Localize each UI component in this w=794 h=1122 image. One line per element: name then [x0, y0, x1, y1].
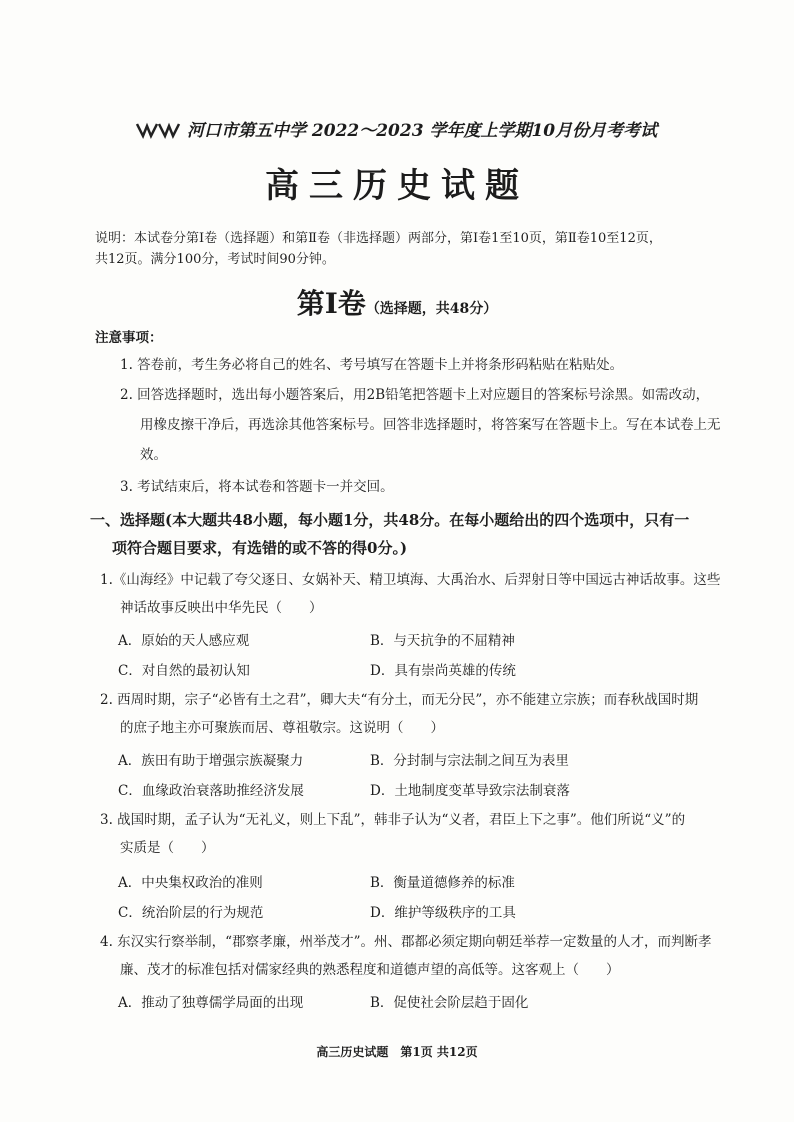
page-title: 高三历史试题: [265, 166, 529, 206]
question-1-option-d: D．具有崇尚英雄的传统: [370, 663, 516, 679]
question-4-option-a: A．推动了独尊儒学局面的出现: [118, 995, 304, 1011]
instructions-line-2: 共12页。满分100分，考试时间90分钟。: [95, 252, 335, 267]
note-item-2-line-1: 2. 回答选择题时，选出每小题答案后，用2B铅笔把答题卡上对应题目的答案标号涂黑。如需改动，: [120, 387, 710, 403]
question-2-line-2: 的庶子地主亦可聚族而居、尊祖敬宗。这说明（ ）: [120, 720, 444, 736]
question-1-options: [118, 624, 678, 684]
question-2-option-d: D．土地制度变革导致宗法制衰落: [370, 783, 570, 799]
question-1-option-c: C．对自然的最初认知: [118, 663, 250, 679]
question-1-stem: [100, 566, 732, 622]
question-3-option-c: C．统治阶层的行为规范: [118, 905, 264, 921]
instructions-line-1: 说明：本试卷分第Ⅰ卷（选择题）和第Ⅱ卷（非选择题）两部分，第Ⅰ卷1至10页，第Ⅱ卷10至12页，: [95, 231, 662, 246]
question-2-option-b: B．分封制与宗法制之间互为表里: [370, 753, 569, 769]
question-4-line-2: 廉、茂才的标准包括对儒家经典的熟悉程度和道德声望的高低等。这客观上（ ）: [120, 962, 620, 978]
question-2-options: [118, 744, 678, 804]
note-item-2-line-3: 效。: [140, 447, 167, 463]
part-one-heading: [90, 506, 736, 562]
question-4-options: [118, 986, 678, 1016]
school-logo-icon: [135, 118, 183, 140]
note-item-1: 1. 答卷前，考生务必将自己的姓名、考号填写在答题卡上并将条形码粘贴在粘贴处。: [120, 357, 624, 373]
question-2-line-1: 2. 西周时期，宗子“必皆有土之君”，卿大夫“有分土，而无分民”，亦不能建立宗族；而春秋战国时期: [100, 692, 699, 708]
question-3-line-2: 实质是（ ）: [120, 840, 215, 856]
question-3-options: [118, 866, 678, 926]
question-3-option-a: A．中央集权政治的准则: [118, 875, 263, 891]
question-4-option-b: B．促使社会阶层趋于固化: [370, 995, 529, 1011]
section-title-subtitle: （选择题，共48分）: [365, 301, 498, 317]
question-1-option-b: B．与天抗争的不屈精神: [370, 633, 515, 649]
question-1-line-2: 神话故事反映出中华先民（ ）: [120, 600, 323, 616]
exam-header-line: [135, 116, 675, 141]
question-3-option-d: D．维护等级秩序的工具: [370, 905, 516, 921]
question-2-stem: [100, 686, 732, 742]
question-1-option-a: A．原始的天人感应观: [118, 633, 250, 649]
section-title: [0, 282, 794, 322]
question-3-option-b: B．衡量道德修养的标准: [370, 875, 515, 891]
note-item-3: 3. 考试结束后，将本试卷和答题卡一并交回。: [120, 479, 394, 495]
section-title-main: 第Ⅰ卷: [296, 287, 366, 320]
exam-header-text: 河口市第五中学 2022～2023 学年度上学期10月份月考考试: [187, 121, 658, 141]
part-one-heading-line-2: 项符合题目要求，有选错的或不答的得0分。): [112, 539, 408, 557]
note-item-2-line-2: 用橡皮擦干净后，再选涂其他答案标号。回答非选择题时，将答案写在答题卡上。写在本试卷上无: [140, 417, 721, 433]
question-4-line-1: 4. 东汉实行察举制，“郡察孝廉，州举茂才”。州、郡都必须定期向朝廷举荐一定数量的人才，而判断孝: [100, 934, 712, 950]
notes-heading: 注意事项：: [95, 330, 163, 346]
part-one-heading-line-1: 一、选择题(本大题共48小题，每小题1分，共48分。在每小题给出的四个选项中，只有一: [90, 511, 690, 529]
question-2-option-a: A．族田有助于增强宗族凝聚力: [118, 753, 304, 769]
question-1-line-1: 1.《山海经》中记载了夸父逐日、女娲补天、精卫填海、大禹治水、后羿射日等中国远古神话故事。这些: [100, 572, 721, 588]
question-4-stem: [100, 928, 732, 984]
question-3-line-1: 3. 战国时期，孟子认为“无礼义，则上下乱”，韩非子认为“义者，君臣上下之事”。他们所说“义”的: [100, 812, 686, 828]
question-3-stem: [100, 806, 732, 862]
exam-instructions: [95, 228, 731, 270]
question-2-option-c: C．血缘政治衰落助推经济发展: [118, 783, 304, 799]
page-footer: 高三历史试题 第1页 共12页: [316, 1045, 478, 1059]
